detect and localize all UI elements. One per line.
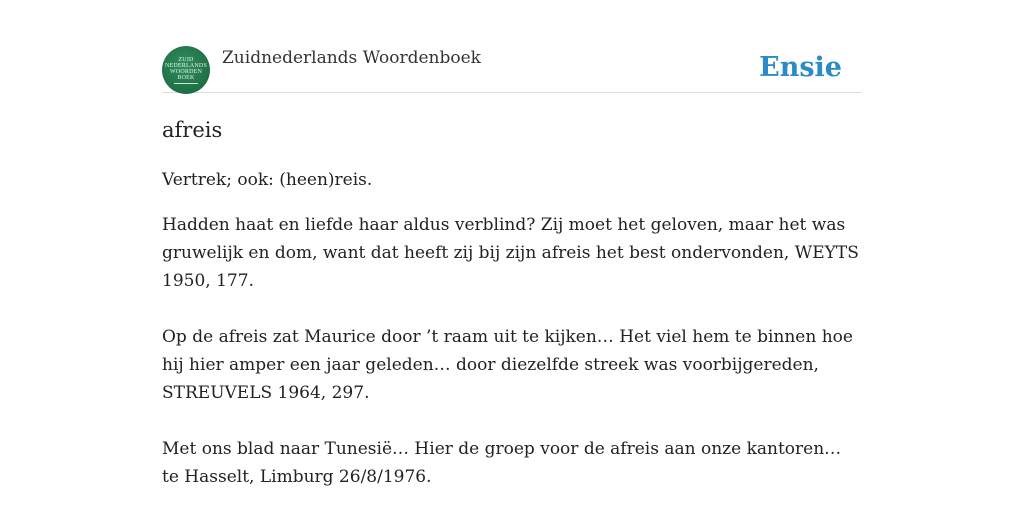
logo-line-4: BOEK [177, 74, 195, 81]
logo-line-2: NEDERLANDS [165, 62, 207, 69]
ensie-brand-link[interactable]: Ensie [759, 52, 842, 83]
logo-line-3: WOORDEN [169, 68, 203, 75]
logo-line-1: ZUID [178, 56, 194, 63]
dictionary-logo[interactable] [162, 46, 210, 94]
entry-content [162, 114, 862, 491]
entry-definition: Vertrek; ook: (heen)reis. [162, 170, 373, 190]
example-quote-2: Op de afreis zat Maurice door ’t raam uit te kijken… Het viel hem te binnen hoe hij hier amper een jaar geleden… door diezelfde streek was voorbijgereden, STREUVELS 1964, 297. [162, 327, 853, 403]
dictionary-title-link[interactable]: Zuidnederlands Woordenboek [222, 48, 481, 68]
example-quote-1: Hadden haat en liefde haar aldus verblind? Zij moet het geloven, maar het was gruwelijk en dom, want dat heeft zij bij zijn afreis het best ondervonden, WEYTS 1950, 177. [162, 215, 859, 291]
example-quote-3: Met ons blad naar Tunesië… Hier de groep voor de afreis aan onze kantoren… te Hasselt, Limburg 26/8/1976. [162, 439, 842, 487]
site-header [162, 46, 862, 93]
entry-headword: afreis [162, 118, 223, 142]
logo-rule [174, 83, 198, 84]
